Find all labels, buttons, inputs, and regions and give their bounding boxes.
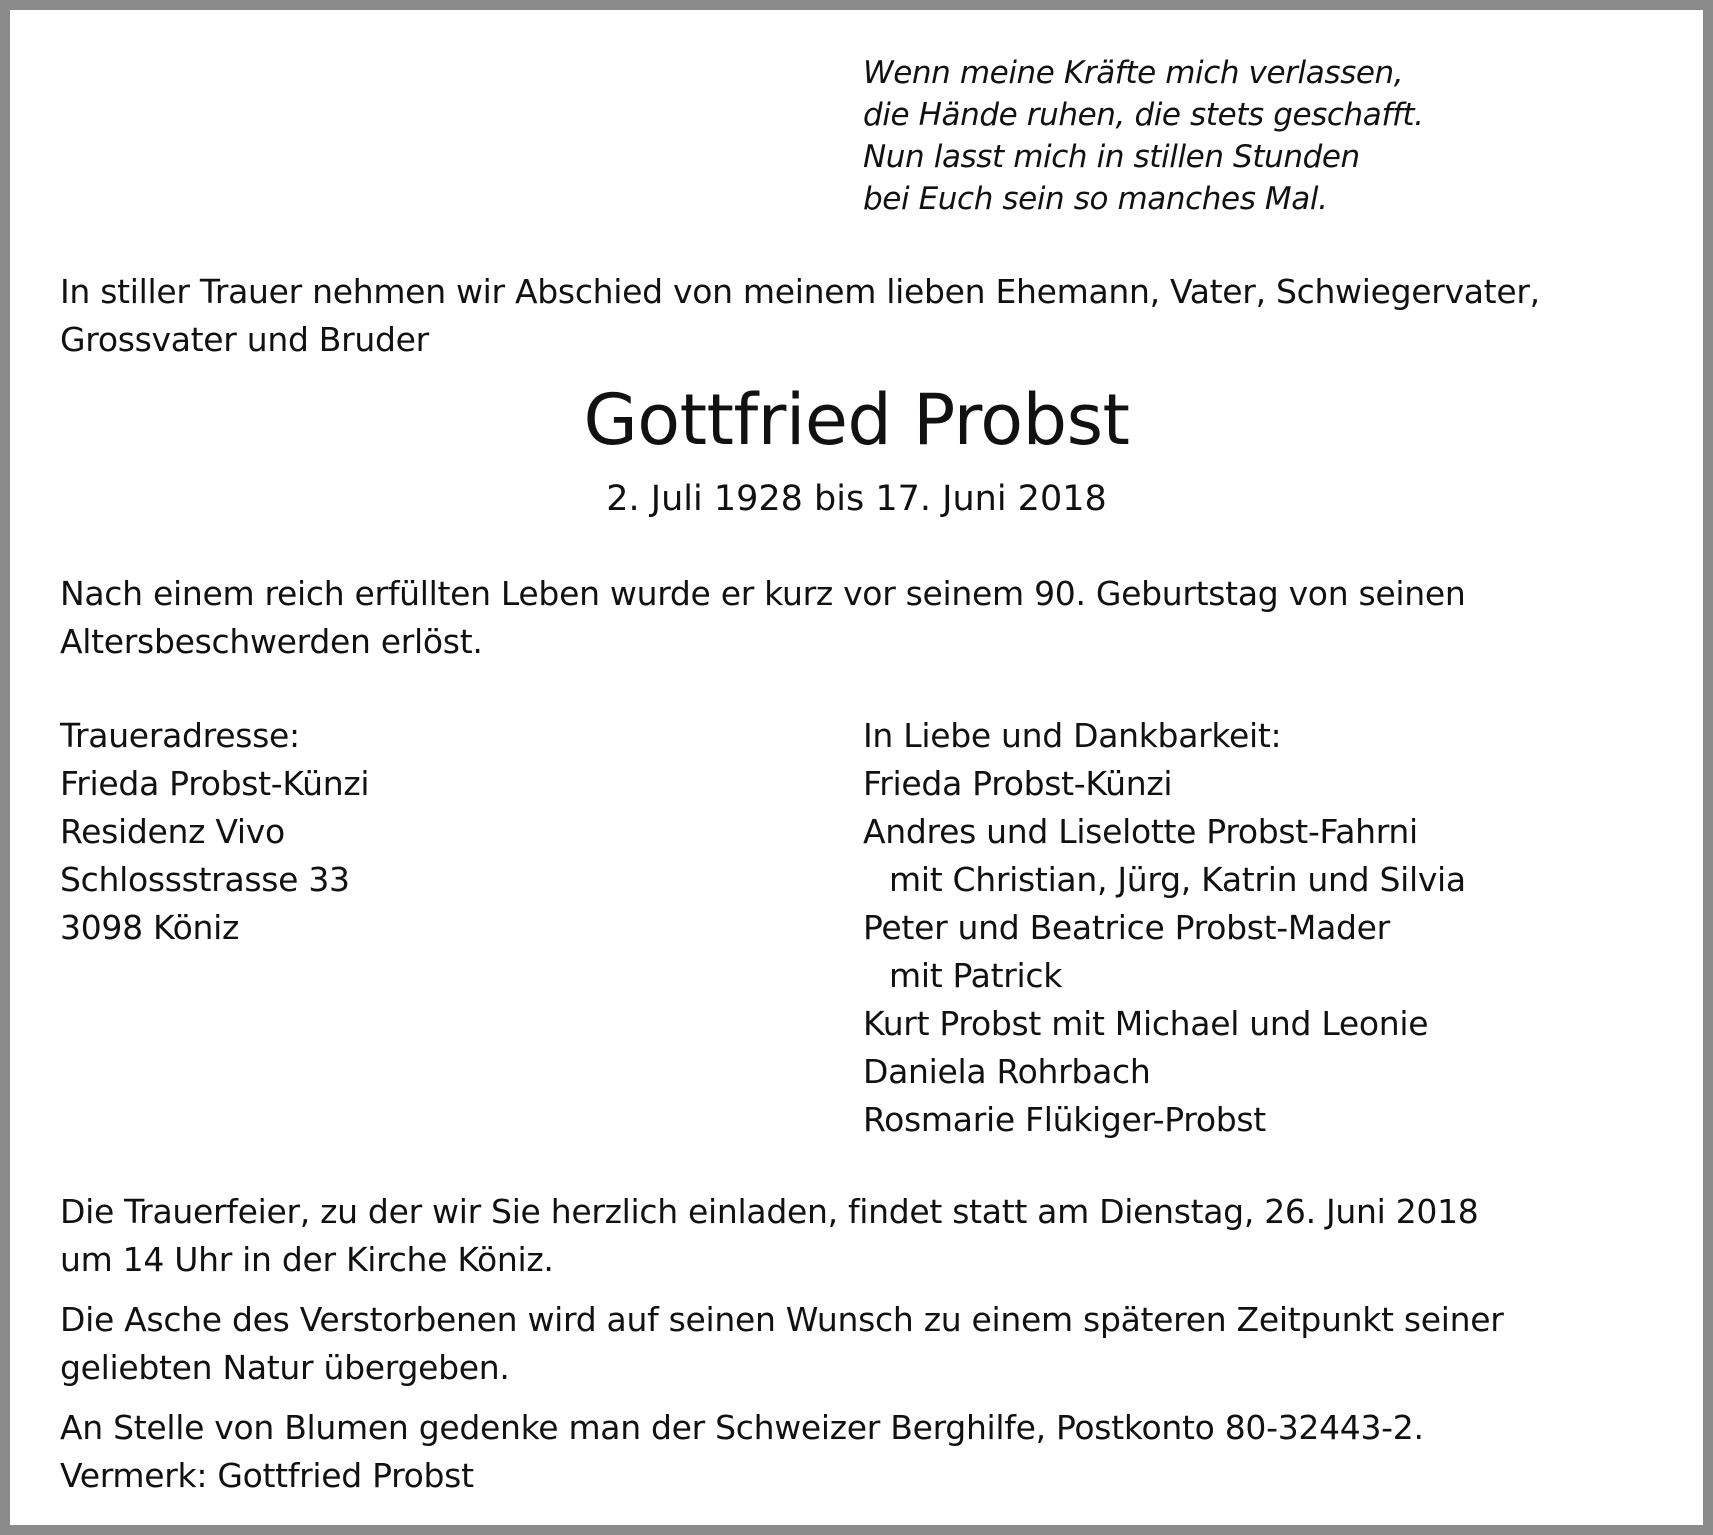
- intro-paragraph: [60, 268, 1540, 364]
- ashes-line: geliebten Natur übergeben.: [60, 1348, 510, 1387]
- intro-line: Grossvater und Bruder: [60, 320, 429, 359]
- family-member: Rosmarie Flükiger-Probst: [863, 1100, 1266, 1139]
- family-member: Daniela Rohrbach: [863, 1052, 1151, 1091]
- family-member: Peter und Beatrice Probst-Mader: [863, 908, 1390, 947]
- address-line: Schlossstrasse 33: [60, 860, 350, 899]
- poem-line: bei Euch sein so manches Mal.: [863, 181, 1328, 217]
- family-list: [863, 712, 1466, 1144]
- ashes-paragraph: [60, 1296, 1504, 1392]
- family-member: Kurt Probst mit Michael und Leonie: [863, 1004, 1429, 1043]
- ashes-line: Die Asche des Verstorbenen wird auf seinen Wunsch zu einem späteren Zeitpunkt seiner: [60, 1300, 1504, 1339]
- family-member-children: mit Christian, Jürg, Katrin und Silvia: [889, 860, 1466, 899]
- obituary-notice: [10, 10, 1703, 1525]
- address-line: Residenz Vivo: [60, 812, 285, 851]
- tribute-line: Altersbeschwerden erlöst.: [60, 622, 483, 661]
- address-line: 3098 Köniz: [60, 908, 240, 947]
- poem-line: die Hände ruhen, die stets geschafft.: [863, 97, 1424, 133]
- family-member: Frieda Probst-Künzi: [863, 764, 1173, 803]
- address-line: Frieda Probst-Künzi: [60, 764, 370, 803]
- poem: [863, 52, 1424, 220]
- life-dates: 2. Juli 1928 bis 17. Juni 2018: [606, 479, 1107, 519]
- ceremony-paragraph: [60, 1188, 1478, 1284]
- intro-line: In stiller Trauer nehmen wir Abschied von meinem lieben Ehemann, Vater, Schwiegervater,: [60, 272, 1540, 311]
- ceremony-line: Die Trauerfeier, zu der wir Sie herzlich einladen, findet statt am Dienstag, 26. Juni 2018: [60, 1192, 1479, 1231]
- donation-line: An Stelle von Blumen gedenke man der Schweizer Berghilfe, Postkonto 80-32443-2.: [60, 1408, 1424, 1447]
- family-heading: In Liebe und Dankbarkeit:: [863, 716, 1282, 755]
- deceased-name: Gottfried Probst: [583, 379, 1130, 461]
- donation-paragraph: [60, 1404, 1424, 1500]
- tribute-paragraph: [60, 570, 1466, 666]
- tribute-line: Nach einem reich erfüllten Leben wurde er kurz vor seinem 90. Geburtstag von seinen: [60, 574, 1466, 613]
- poem-line: Nun lasst mich in stillen Stunden: [863, 139, 1360, 175]
- address-heading: Traueradresse:: [60, 716, 300, 755]
- poem-line: Wenn meine Kräfte mich verlassen,: [863, 55, 1404, 91]
- donation-line: Vermerk: Gottfried Probst: [60, 1456, 474, 1495]
- ceremony-line: um 14 Uhr in der Kirche Köniz.: [60, 1240, 554, 1279]
- family-member: Andres und Liselotte Probst-Fahrni: [863, 812, 1418, 851]
- mourning-address: [60, 712, 369, 952]
- family-member-children: mit Patrick: [889, 956, 1063, 995]
